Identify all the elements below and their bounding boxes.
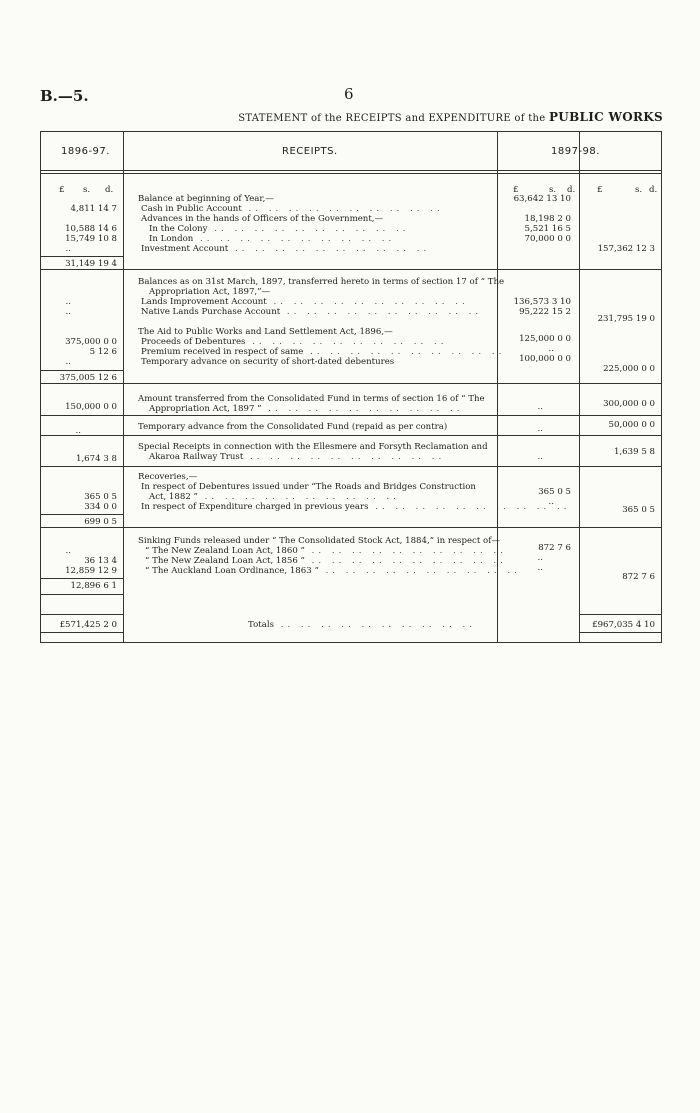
row-label: Native Lands Purchase Account .. .. xyxy=(141,307,482,317)
total-rule xyxy=(579,632,661,633)
row-label: Cash in Public Account .. .. xyxy=(141,204,444,214)
header-rule xyxy=(41,173,661,174)
row-rule xyxy=(41,415,661,416)
current-detail-amount: .. xyxy=(548,344,554,354)
total-rule xyxy=(41,632,123,633)
current-detail-amount: .. xyxy=(537,402,543,412)
current-detail-amount: 136,573 3 10 xyxy=(513,297,571,307)
row-rule xyxy=(41,466,661,467)
row-rule xyxy=(41,370,123,371)
shilling-label: s. xyxy=(635,185,643,195)
row-label: In respect of Debentures issued under “The Roads and Bridges Construction xyxy=(141,482,476,492)
pound-label: £ xyxy=(513,185,519,195)
prior-amount: 150,000 0 0 xyxy=(65,402,117,412)
receipts-table xyxy=(40,131,662,643)
row-label: Lands Improvement Account .. .. xyxy=(141,297,469,307)
row-label: In the Colony .. .. xyxy=(149,224,409,234)
row-label: In London .. .. xyxy=(149,234,395,244)
pound-label: £ xyxy=(59,185,65,195)
row-label: Appropriation Act, 1897,”— xyxy=(149,287,271,297)
row-rule xyxy=(41,594,123,595)
prior-subtotal: 699 0 5 xyxy=(84,517,117,527)
row-label: “ The Auckland Loan Ordinance, 1863 ” .. .. xyxy=(145,566,521,576)
pence-label: d. xyxy=(105,185,114,195)
col-header-receipts: RECEIPTS. xyxy=(282,146,338,157)
total-rule xyxy=(41,614,123,615)
row-label: Amount transferred from the Consolidated Fund in terms of section 16 of “ The xyxy=(138,394,485,404)
statement-heading xyxy=(238,110,663,124)
total-rule xyxy=(579,614,661,615)
prior-amount: 12,859 12 9 xyxy=(65,566,117,576)
current-detail-amount: 63,642 13 10 xyxy=(513,194,571,204)
row-label: Investment Account .. .. xyxy=(141,244,430,254)
row-label: The Aid to Public Works and Land Settlement Act, 1896,— xyxy=(138,327,393,337)
row-label: Akaroa Railway Trust .. .. xyxy=(149,452,445,462)
prior-amount: 365 0 5 xyxy=(84,492,117,502)
row-label: In respect of Expenditure charged in previous years .. .. xyxy=(141,502,570,512)
col-divider xyxy=(123,132,124,642)
col-header-1897: 1897-98. xyxy=(551,146,600,157)
document-reference: B.—5. xyxy=(40,87,89,105)
prior-grand-total: £571,425 2 0 xyxy=(59,620,117,630)
totals-label: Totals .. .. xyxy=(248,620,476,630)
current-detail-amount: .. xyxy=(548,497,554,507)
current-total-amount: 300,000 0 0 xyxy=(603,399,655,409)
row-rule xyxy=(41,435,661,436)
current-detail-amount: .. xyxy=(537,563,543,573)
row-label: Temporary advance from the Consolidated Fund (repaid as per contra) xyxy=(138,422,448,432)
current-total-amount: 1,639 5 8 xyxy=(613,447,655,457)
current-detail-amount: 5,521 16 5 xyxy=(524,224,571,234)
prior-amount: .. xyxy=(65,546,71,556)
prior-amount: 1,674 3 8 xyxy=(75,454,117,464)
pound-label: £ xyxy=(597,185,603,195)
row-rule xyxy=(41,256,123,257)
row-label: Temporary advance on security of short-dated debentures xyxy=(141,357,395,367)
row-label: “ The New Zealand Loan Act, 1856 ” .. .. xyxy=(145,556,507,566)
row-label: Sinking Funds released under “ The Consolidated Stock Act, 1884,” in respect of— xyxy=(138,536,500,546)
current-total-amount: 872 7 6 xyxy=(622,572,655,582)
shilling-label: s. xyxy=(549,185,557,195)
current-total-amount: 225,000 0 0 xyxy=(603,364,655,374)
row-rule xyxy=(41,578,123,579)
prior-amount: .. xyxy=(65,244,71,254)
row-rule xyxy=(41,383,661,384)
current-detail-amount: .. xyxy=(537,553,543,563)
prior-subtotal: 31,149 19 4 xyxy=(65,259,117,269)
balance-heading: Balance at beginning of Year,— xyxy=(138,194,274,204)
current-detail-amount: 125,000 0 0 xyxy=(519,334,571,344)
heading-text: STATEMENT of the RECEIPTS and EXPENDITURE of the xyxy=(238,113,546,124)
current-detail-amount: .. xyxy=(537,452,543,462)
prior-amount: .. xyxy=(65,307,71,317)
row-label: Balances as on 31st March, 1897, transferred hereto in terms of section 17 of “ The xyxy=(138,277,505,287)
current-detail-amount: 18,198 2 0 xyxy=(524,214,571,224)
col-header-1896: 1896-97. xyxy=(61,146,110,157)
prior-subtotal: 12,896 6 1 xyxy=(70,581,117,591)
current-detail-amount: 100,000 0 0 xyxy=(519,354,571,364)
row-label: Act, 1882 ” .. .. xyxy=(149,492,400,502)
row-rule xyxy=(41,527,661,528)
prior-amount: 5 12 6 xyxy=(89,347,117,357)
prior-amount: .. xyxy=(75,426,81,436)
prior-amount: 36 13 4 xyxy=(84,556,117,566)
prior-amount: .. xyxy=(65,297,71,307)
prior-amount: 4,811 14 7 xyxy=(70,204,117,214)
header-rule xyxy=(41,170,661,171)
pence-label: d. xyxy=(567,185,576,195)
current-total-amount: 157,362 12 3 xyxy=(597,244,655,254)
prior-subtotal: 375,005 12 6 xyxy=(59,373,117,383)
row-rule xyxy=(41,514,123,515)
current-detail-amount: 95,222 15 2 xyxy=(519,307,571,317)
prior-amount: 10,588 14 6 xyxy=(65,224,117,234)
row-label: Appropriation Act, 1897 ” .. .. xyxy=(149,404,464,414)
row-label: “ The New Zealand Loan Act, 1860 ” .. .. xyxy=(145,546,507,556)
current-grand-total: £967,035 4 10 xyxy=(592,620,655,630)
row-label: Advances in the hands of Officers of the Government,— xyxy=(141,214,384,224)
row-label: Premium received in respect of same .. .. xyxy=(141,347,505,357)
heading-bold: PUBLIC WORKS xyxy=(548,110,663,124)
current-total-amount: 50,000 0 0 xyxy=(608,420,655,430)
current-detail-amount: 365 0 5 xyxy=(538,487,571,497)
page-number: 6 xyxy=(344,85,354,103)
current-detail-amount: 872 7 6 xyxy=(538,543,571,553)
col-divider xyxy=(579,132,580,642)
row-rule xyxy=(41,269,661,270)
prior-amount: 334 0 0 xyxy=(84,502,117,512)
current-detail-amount: 70,000 0 0 xyxy=(524,234,571,244)
prior-amount: 375,000 0 0 xyxy=(65,337,117,347)
row-label: Proceeds of Debentures .. .. xyxy=(141,337,447,347)
prior-amount: 15,749 10 8 xyxy=(65,234,117,244)
row-label: Special Receipts in connection with the Ellesmere and Forsyth Reclamation and xyxy=(138,442,488,452)
shilling-label: s. xyxy=(83,185,91,195)
row-label: Recoveries,— xyxy=(138,472,198,482)
current-detail-amount: .. xyxy=(537,424,543,434)
current-total-amount: 365 0 5 xyxy=(622,505,655,515)
current-total-amount: 231,795 19 0 xyxy=(597,314,655,324)
pence-label: d. xyxy=(649,185,658,195)
prior-amount: .. xyxy=(65,357,71,367)
